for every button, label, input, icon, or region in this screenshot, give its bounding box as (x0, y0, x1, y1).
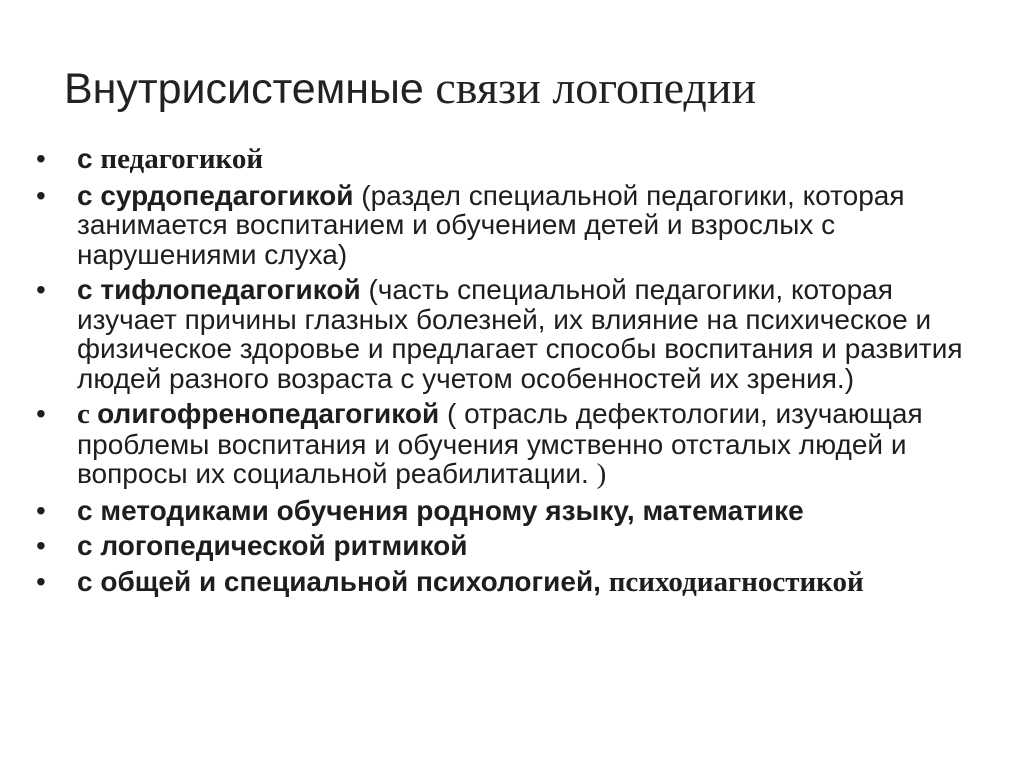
item-text-segment: олигофренопедагогикой (97, 398, 440, 429)
item-text-segment: (раздел специальной педагогики, которая занимается воспитанием и обучением детей и взрослых с нарушениями слуха) (77, 179, 905, 270)
item-text-segment: ) (596, 458, 607, 490)
bullet-icon: • (36, 565, 46, 597)
item-text-segment: с методиками обучения родному языку, математике (77, 494, 804, 526)
bullet-icon: • (36, 179, 46, 211)
list-item (36, 496, 996, 526)
item-text-segment: с (77, 143, 101, 174)
item-text-segment: с общей и специальной психологией, (77, 565, 609, 597)
list-item (36, 567, 996, 598)
list-item (36, 275, 996, 393)
list-item (36, 531, 996, 561)
slide-title (64, 60, 964, 120)
slide-title-part1: Внутрисистемные (64, 65, 424, 113)
item-text-segment: ( отрасль дефектологии, изучающая проблемы воспитания и обучения умственно отсталых людей и вопросы их социальной реабилитации. (77, 398, 923, 489)
item-text-segment: психодиагностикой (608, 565, 864, 598)
item-text-segment: с (77, 398, 98, 430)
bullet-icon: • (36, 494, 46, 526)
bullet-icon: • (36, 274, 46, 305)
item-text-segment: педагогикой (100, 143, 264, 175)
item-text-segment: с тифлопедагогикой (77, 274, 361, 305)
list-item (36, 399, 996, 490)
item-text-segment: с логопедической ритмикой (77, 530, 468, 561)
slide-title-part2: связи логопедии (423, 62, 757, 113)
list-item (36, 144, 996, 175)
bullet-list (36, 144, 996, 603)
item-text-segment: с сурдопедагогикой (77, 179, 354, 211)
list-item (36, 181, 996, 270)
bullet-icon: • (36, 143, 46, 174)
bullet-icon: • (36, 530, 46, 561)
item-text-segment: (часть специальной педагогики, которая изучает причины глазных болезней, их влияние на психическое и физическое здоровье и предлагает способы воспитания и развития людей разного возраста с учетом особенностей их зрения.) (77, 274, 963, 394)
bullet-icon: • (36, 398, 46, 429)
